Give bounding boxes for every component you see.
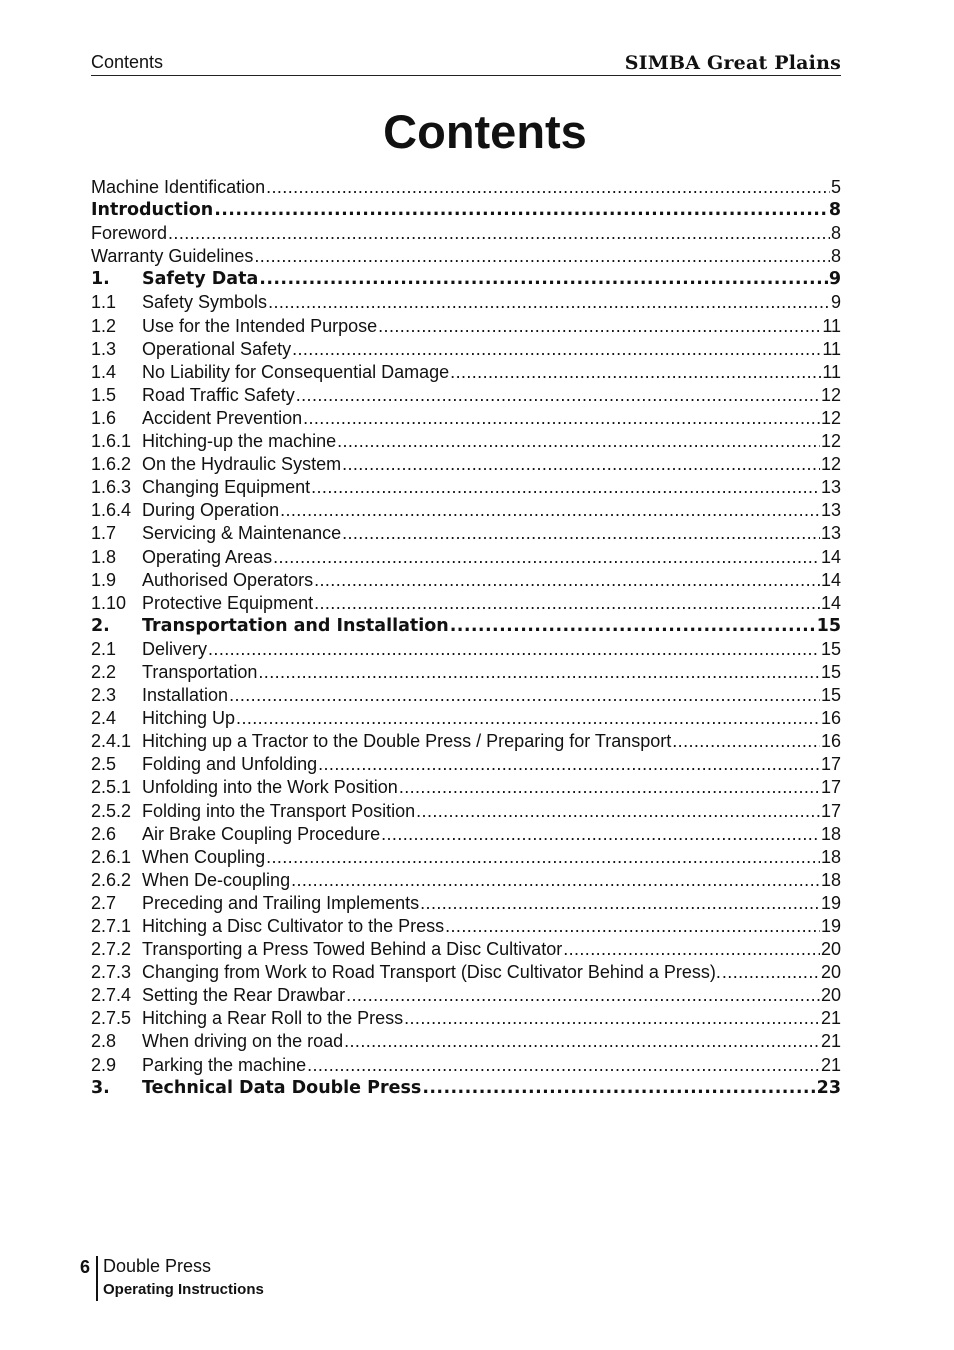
toc-entry[interactable] <box>91 291 841 314</box>
toc-entry-page: 16 <box>820 731 841 752</box>
page-number: 6 <box>80 1257 91 1277</box>
toc-entry-number: 1.10 <box>91 592 127 613</box>
toc-entry-title: Introduction <box>91 200 214 221</box>
toc-dot-leader <box>280 499 820 522</box>
toc-dot-leader <box>307 1054 820 1077</box>
toc-entry-page: 8 <box>830 246 841 267</box>
toc-entry-number: 1.7 <box>91 523 117 544</box>
toc-entry[interactable] <box>91 522 841 545</box>
toc-entry-page: 18 <box>820 823 841 844</box>
toc-entry-number: 3. <box>91 1077 110 1098</box>
toc-dot-leader <box>266 176 830 199</box>
toc-entry[interactable] <box>91 892 841 915</box>
toc-entry-page: 14 <box>820 592 841 613</box>
toc-entry-page: 21 <box>820 1008 841 1029</box>
toc-dot-leader <box>416 800 820 823</box>
toc-entry-page: 11 <box>822 315 841 336</box>
toc-entry[interactable] <box>91 407 841 430</box>
toc-entry-number: 1.8 <box>91 546 117 567</box>
toc-entry[interactable] <box>91 546 841 569</box>
toc-entry-page: 18 <box>820 869 841 890</box>
toc-entry-title: During Operation <box>142 500 280 521</box>
toc-entry-page: 8 <box>828 200 841 221</box>
toc-entry[interactable] <box>91 1007 841 1030</box>
toc-entry-number: 2.5.1 <box>91 777 132 798</box>
toc-dot-leader <box>722 961 820 984</box>
toc-entry[interactable] <box>91 268 841 291</box>
toc-dot-leader <box>254 245 830 268</box>
toc-entry-page: 20 <box>820 962 841 983</box>
toc-entry-number: 2.5 <box>91 754 117 775</box>
toc-entry-number: 2.7.2 <box>91 939 132 960</box>
toc-entry-number: 2.6.1 <box>91 846 132 867</box>
toc-entry-title: Setting the Rear Drawbar <box>142 985 346 1006</box>
toc-dot-leader <box>268 291 830 314</box>
toc-entry[interactable] <box>91 222 841 245</box>
toc-entry-title: Hitching up a Tractor to the Double Press / Preparing for Transport <box>142 731 672 752</box>
toc-dot-leader <box>672 730 820 753</box>
toc-entry-title: Operational Safety <box>142 338 292 359</box>
toc-entry[interactable] <box>91 499 841 522</box>
toc-dot-leader <box>399 776 820 799</box>
toc-dot-leader <box>422 1077 815 1100</box>
toc-dot-leader <box>291 869 820 892</box>
toc-entry-page: 15 <box>820 661 841 682</box>
toc-entry-number: 2.6 <box>91 823 117 844</box>
toc-entry-number: 2.5.2 <box>91 800 132 821</box>
toc-entry-number: 1.6 <box>91 407 117 428</box>
toc-entry-title: Hitching-up the machine <box>142 431 337 452</box>
toc-entry-number: 2.2 <box>91 661 117 682</box>
toc-entry[interactable] <box>91 846 841 869</box>
toc-entry[interactable] <box>91 245 841 268</box>
toc-entry-page: 12 <box>820 454 841 475</box>
toc-dot-leader <box>381 823 820 846</box>
toc-entry-title: Unfolding into the Work Position <box>142 777 398 798</box>
toc-dot-leader <box>208 638 820 661</box>
toc-entry-title: Use for the Intended Purpose <box>142 315 378 336</box>
toc-entry-number: 2.7 <box>91 892 117 913</box>
toc-entry-title: Authorised Operators <box>142 569 314 590</box>
toc-entry-number: 2.7.3 <box>91 962 132 983</box>
toc-entry-page: 8 <box>830 223 841 244</box>
toc-entry-number: 2.7.5 <box>91 1008 132 1029</box>
toc-entry-title: Safety Symbols <box>142 292 268 313</box>
toc-entry-number: 1.6.2 <box>91 454 132 475</box>
toc-entry-number: 1.6.1 <box>91 431 132 452</box>
toc-dot-leader <box>342 453 820 476</box>
toc-entry-number: 1.6.4 <box>91 500 132 521</box>
toc-dot-leader <box>168 222 830 245</box>
toc-entry-title: Warranty Guidelines <box>91 246 254 267</box>
header-divider <box>91 75 841 76</box>
toc-entry-title: Technical Data Double Press <box>142 1077 422 1098</box>
toc-entry[interactable] <box>91 476 841 499</box>
toc-entry-page: 13 <box>820 500 841 521</box>
toc-entry-number: 1.4 <box>91 361 117 382</box>
toc-entry[interactable] <box>91 592 841 615</box>
toc-entry-number: 1.5 <box>91 384 117 405</box>
toc-entry[interactable] <box>91 753 841 776</box>
toc-entry-page: 19 <box>820 916 841 936</box>
toc-entry-page: 15 <box>820 638 841 659</box>
toc-entry-title: Operating Areas <box>142 546 273 567</box>
toc-entry-title: Transportation <box>142 661 258 682</box>
toc-entry-title: Preceding and Trailing Implements <box>142 892 420 913</box>
toc-entry[interactable] <box>91 915 841 938</box>
toc-dot-leader <box>214 199 828 222</box>
toc-entry-number: 2.4 <box>91 708 117 729</box>
toc-entry[interactable] <box>91 984 841 1007</box>
toc-entry-page: 9 <box>828 269 841 290</box>
toc-entry[interactable] <box>91 1054 841 1077</box>
toc-entry-number: 2.4.1 <box>91 731 132 752</box>
toc-entry-page: 18 <box>820 846 841 867</box>
running-header-section: Contents <box>91 52 164 72</box>
toc-entry-title: Parking the machine <box>142 1054 307 1075</box>
toc-entry[interactable] <box>91 176 841 199</box>
toc-entry-title: Hitching Up <box>142 708 236 729</box>
toc-entry-title: Folding and Unfolding <box>142 754 318 775</box>
toc-entry-page: 19 <box>820 892 841 913</box>
toc-entry[interactable] <box>91 615 841 638</box>
toc-entry[interactable] <box>91 800 841 823</box>
toc-dot-leader <box>378 315 821 338</box>
toc-entry-number: 2. <box>91 615 110 636</box>
toc-entry-page: 13 <box>820 523 841 544</box>
toc-entry-title: Changing Equipment <box>142 477 311 498</box>
toc-entry-title: Transporting a Press Towed Behind a Disc Cultivator <box>142 939 563 960</box>
toc-entry[interactable] <box>91 707 841 730</box>
toc-entry-number: 1.3 <box>91 338 117 359</box>
toc-entry-title: Transportation and Installation <box>142 615 449 636</box>
toc-entry-title: Air Brake Coupling Procedure <box>142 823 381 844</box>
toc-entry-title: Road Traffic Safety <box>142 384 295 405</box>
toc-entry-page: 15 <box>816 615 841 636</box>
toc-entry-title: When De-coupling <box>142 869 291 890</box>
toc-entry[interactable] <box>91 638 841 661</box>
toc-dot-leader <box>266 846 820 869</box>
toc-dot-leader <box>303 407 820 430</box>
toc-entry-page: 12 <box>820 407 841 428</box>
toc-entry-number: 1.1 <box>91 292 117 313</box>
toc-entry-title: When driving on the road <box>142 1031 344 1052</box>
toc-entry[interactable] <box>91 384 841 407</box>
toc-entry-page: 17 <box>820 777 841 798</box>
toc-entry-title: Servicing & Maintenance <box>142 523 342 544</box>
toc-entry-page: 11 <box>822 338 841 359</box>
toc-entry-number: 2.7.1 <box>91 916 132 936</box>
toc-entry-number: 2.8 <box>91 1031 117 1052</box>
toc-dot-leader <box>273 546 820 569</box>
toc-dot-leader <box>292 338 821 361</box>
toc-entry[interactable] <box>91 199 841 222</box>
toc-entry-page: 20 <box>820 985 841 1006</box>
toc-dot-leader <box>318 753 820 776</box>
toc-entry[interactable] <box>91 569 841 592</box>
toc-entry-number: 1. <box>91 269 110 290</box>
toc-entry[interactable] <box>91 361 841 384</box>
toc-entry-page: 15 <box>820 685 841 706</box>
toc-entry[interactable] <box>91 961 841 984</box>
toc-dot-leader <box>236 707 820 730</box>
toc-entry[interactable] <box>91 938 841 961</box>
toc-entry-title: Installation <box>142 685 229 706</box>
toc-entry[interactable] <box>91 1077 841 1100</box>
toc-dot-leader <box>314 592 820 615</box>
toc-entry-title: Folding into the Transport Position <box>142 800 416 821</box>
toc-entry[interactable] <box>91 823 841 846</box>
toc-entry-page: 13 <box>820 477 841 498</box>
toc-entry[interactable] <box>91 869 841 892</box>
toc-entry-page: 17 <box>820 800 841 821</box>
toc-entry-page: 14 <box>820 569 841 590</box>
toc-entry[interactable] <box>91 661 841 684</box>
toc-entry-title: On the Hydraulic System <box>142 454 342 475</box>
toc-entry[interactable] <box>91 315 841 338</box>
toc-entry-title: Accident Prevention <box>142 407 303 428</box>
toc-entry-title: Changing from Work to Road Transport (Disc Cultivator Behind a Press). <box>142 962 721 983</box>
toc-dot-leader <box>296 384 820 407</box>
toc-entry[interactable] <box>91 730 841 753</box>
toc-entry-title: Hitching a Disc Cultivator to the Press <box>142 916 445 936</box>
toc-entry[interactable] <box>91 453 841 476</box>
toc-entry-title: Hitching a Rear Roll to the Press <box>142 1008 404 1029</box>
toc-entry-title: Protective Equipment <box>142 592 314 613</box>
toc-dot-leader <box>344 1030 820 1053</box>
toc-entry-number: 1.6.3 <box>91 477 132 498</box>
toc-dot-leader <box>258 661 820 684</box>
toc-dot-leader <box>445 915 820 938</box>
toc-entry-number: 2.7.4 <box>91 985 132 1006</box>
toc-dot-leader <box>337 430 820 453</box>
toc-entry-page: 21 <box>820 1054 841 1075</box>
toc-entry[interactable] <box>91 338 841 361</box>
toc-dot-leader <box>259 268 828 291</box>
toc-entry-number: 2.3 <box>91 685 117 706</box>
toc-entry-page: 23 <box>816 1077 841 1098</box>
footer-divider <box>96 1256 98 1301</box>
toc-entry-number: 1.9 <box>91 569 117 590</box>
toc-entry-title: No Liability for Consequential Damage <box>142 361 450 382</box>
toc-entry-page: 9 <box>830 292 841 313</box>
toc-entry-number: 1.2 <box>91 315 117 336</box>
toc-entry-title: Machine Identification <box>91 177 266 197</box>
toc-dot-leader <box>229 684 820 707</box>
toc-entry-page: 5 <box>830 177 841 197</box>
toc-entry-number: 2.1 <box>91 638 117 659</box>
toc-entry-title: Safety Data <box>142 269 259 290</box>
toc-dot-leader <box>563 938 820 961</box>
footer-product-name: Double Press <box>103 1256 212 1276</box>
toc-entry-page: 14 <box>820 546 841 567</box>
toc-entry[interactable] <box>91 1030 841 1053</box>
toc-entry-page: 21 <box>820 1031 841 1052</box>
toc-dot-leader <box>450 615 816 638</box>
toc-dot-leader <box>404 1007 820 1030</box>
brand-logo-text: SIMBA Great Plains <box>624 52 841 74</box>
toc-entry-title: Foreword <box>91 223 168 244</box>
toc-dot-leader <box>342 522 820 545</box>
toc-entry-title: Delivery <box>142 638 208 659</box>
toc-dot-leader <box>450 361 821 384</box>
toc-dot-leader <box>311 476 820 499</box>
toc-entry-page: 12 <box>820 431 841 452</box>
table-of-contents <box>91 176 841 1100</box>
toc-entry-number: 2.9 <box>91 1054 117 1075</box>
toc-entry-page: 12 <box>820 384 841 405</box>
toc-entry-page: 17 <box>820 754 841 775</box>
toc-entry-page: 16 <box>820 708 841 729</box>
page-title: Contents <box>383 105 587 158</box>
toc-dot-leader <box>314 569 820 592</box>
footer-document-type: Operating Instructions <box>103 1281 264 1298</box>
toc-dot-leader <box>346 984 820 1007</box>
toc-entry-title: When Coupling <box>142 846 266 867</box>
toc-entry-number: 2.6.2 <box>91 869 132 890</box>
toc-dot-leader <box>420 892 820 915</box>
toc-entry[interactable] <box>91 684 841 707</box>
toc-entry-page: 11 <box>822 361 841 382</box>
toc-entry[interactable] <box>91 776 841 799</box>
toc-entry-page: 20 <box>820 939 841 960</box>
toc-entry[interactable] <box>91 430 841 453</box>
